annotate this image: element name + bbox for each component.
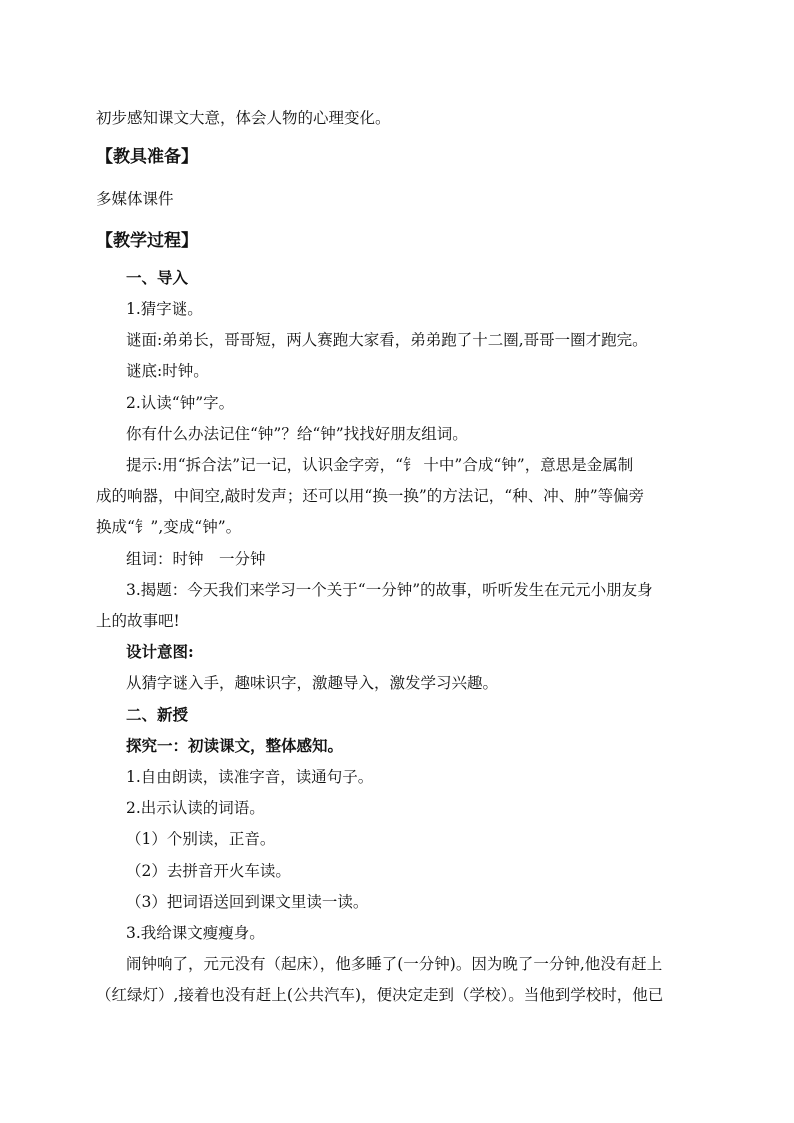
paragraph-line: 你有什么办法记住“钟”？给“钟”找找好朋友组词。 bbox=[126, 425, 468, 443]
list-item: （3）把词语送回到课文里读一读。 bbox=[126, 893, 369, 911]
paragraph-line: 3.我给课文瘦瘦身。 bbox=[126, 924, 265, 942]
paragraph-line: 1.自由朗读，读准字音，读通句子。 bbox=[126, 768, 374, 786]
list-item: （1）个别读，正音。 bbox=[126, 830, 276, 848]
section-heading-teaching-aids: 【教具准备】 bbox=[96, 147, 198, 167]
paragraph-line: 3.揭题：今天我们来学习一个关于“一分钟”的故事，听听发生在元元小朋友身 bbox=[126, 581, 653, 599]
paragraph-line: 上的故事吧! bbox=[96, 612, 180, 630]
paragraph-line: 提示:用“拆合法”记一记，认识金字旁，“钅 十中”合成“钟”，意思是金属制 bbox=[126, 456, 634, 474]
list-item: （2）去拼音开火车读。 bbox=[126, 862, 291, 880]
section-heading-teaching-process: 【教学过程】 bbox=[96, 231, 198, 251]
paragraph-line: （红绿灯）,接着也没有赶上(公共汽车)，便决定走到（学校）。当他到学校时，他已 bbox=[96, 986, 664, 1004]
subheading-new-lesson: 二、新授 bbox=[126, 705, 189, 724]
paragraph-line: 换成“钅”,变成“钟”。 bbox=[96, 518, 242, 536]
subheading-exploration-one: 探究一：初读课文，整体感知。 bbox=[126, 736, 344, 755]
teaching-aids-text: 多媒体课件 bbox=[96, 190, 174, 208]
paragraph-line: 组词：时钟 一分钟 bbox=[126, 550, 266, 568]
subheading-introduction: 一、导入 bbox=[126, 268, 189, 287]
paragraph-line: 谜底:时钟。 bbox=[126, 362, 209, 380]
paragraph-line: 成的响器，中间空,敲时发声；还可以用“换一换”的方法记，“种、冲、肿”等偏旁 bbox=[96, 487, 645, 505]
paragraph-line: 闹钟响了，元元没有（起床），他多睡了(一分钟)。因为晚了一分钟,他没有赶上 bbox=[126, 955, 663, 973]
paragraph-line: 谜面:弟弟长，哥哥短，两人赛跑大家看，弟弟跑了十二圈,哥哥一圈才跑完。 bbox=[126, 331, 648, 349]
paragraph-line: 2.出示认读的词语。 bbox=[126, 799, 265, 817]
paragraph-line: 1.猜字谜。 bbox=[126, 300, 203, 318]
subheading-design-intent: 设计意图: bbox=[126, 642, 194, 661]
paragraph-line: 从猜字谜入手，趣味识字，激趣导入，激发学习兴趣。 bbox=[126, 674, 499, 692]
intro-line: 初步感知课文大意，体会人物的心理变化。 bbox=[96, 109, 391, 127]
paragraph-line: 2.认读“钟”字。 bbox=[126, 394, 235, 412]
